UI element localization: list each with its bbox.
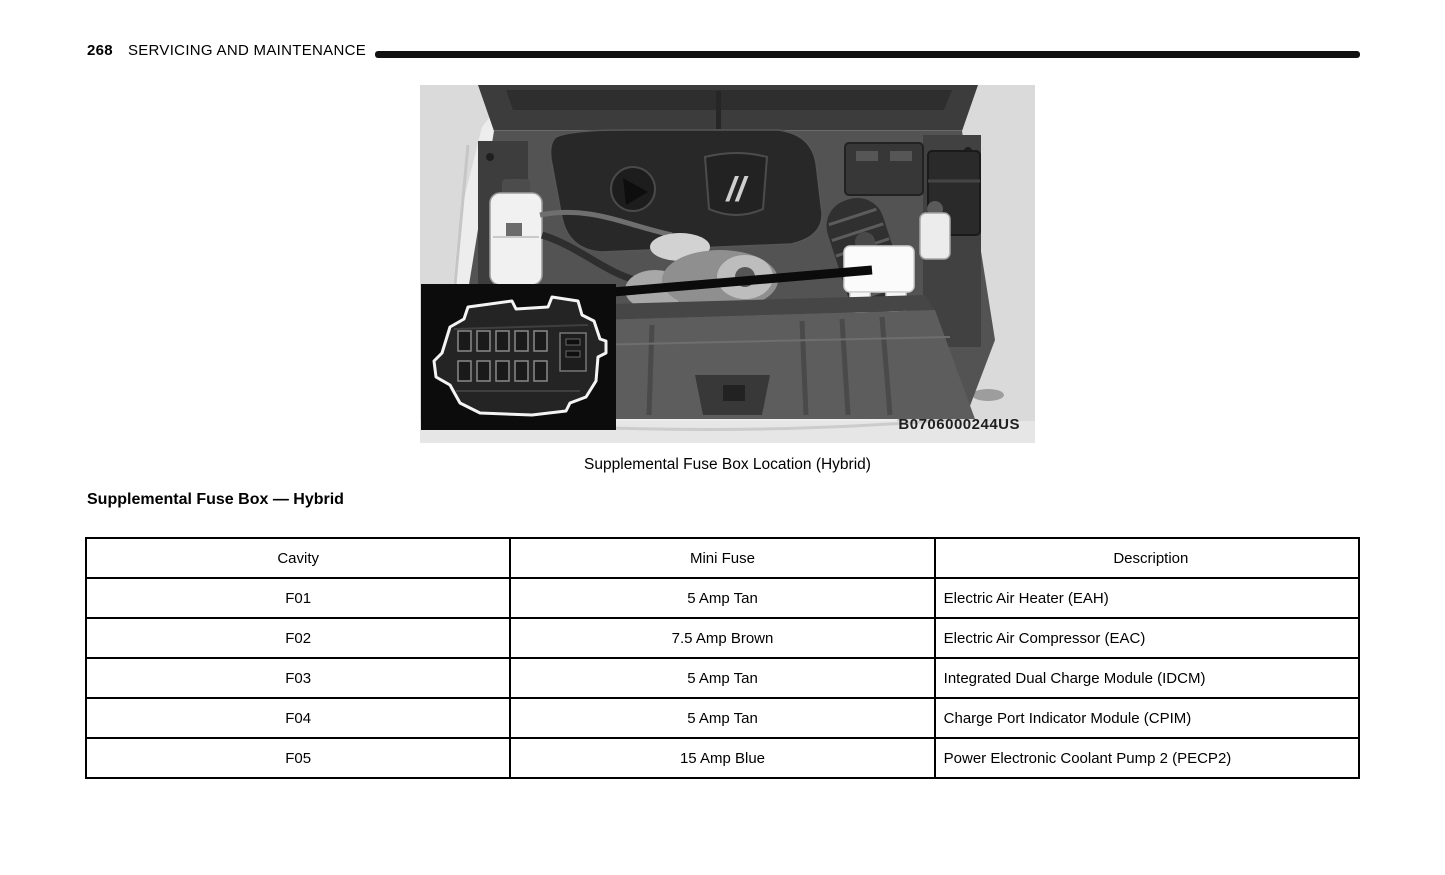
col-header-mini-fuse: Mini Fuse (510, 538, 934, 578)
header-rule (375, 51, 1360, 58)
chapter-title: SERVICING AND MAINTENANCE (127, 42, 367, 59)
fuse-row-f03 (86, 658, 1359, 698)
fuse-cavity-cell: F01 (86, 578, 510, 618)
page-number: 268 (87, 42, 113, 59)
running-header (87, 42, 366, 59)
fuse-rating-cell: 5 Amp Tan (510, 698, 934, 738)
engine-bay-photo (420, 85, 1035, 443)
fuse-row-f05 (86, 738, 1359, 778)
fuse-description-cell: Charge Port Indicator Module (CPIM) (935, 698, 1359, 738)
fuse-row-f02 (86, 618, 1359, 658)
col-header-cavity: Cavity (86, 538, 510, 578)
coolant-reservoir (490, 179, 542, 285)
fuse-cavity-cell: F03 (86, 658, 510, 698)
fuse-rating-cell: 7.5 Amp Brown (510, 618, 934, 658)
figure-watermark: B0706000244US (898, 416, 1020, 433)
supplemental-fuse-table (85, 537, 1360, 779)
fuse-description-cell: Integrated Dual Charge Module (IDCM) (935, 658, 1359, 698)
fuse-row-f04 (86, 698, 1359, 738)
fuse-cavity-cell: F05 (86, 738, 510, 778)
fuse-description-cell: Power Electronic Coolant Pump 2 (PECP2) (935, 738, 1359, 778)
figure-caption: Supplemental Fuse Box Location (Hybrid) (584, 456, 871, 473)
fuse-description-cell: Electric Air Heater (EAH) (935, 578, 1359, 618)
cowl-panel (478, 85, 978, 131)
fuse-rating-cell: 5 Amp Tan (510, 578, 934, 618)
col-header-description: Description (935, 538, 1359, 578)
figure-engine-bay (420, 85, 1035, 443)
fuse-rating-cell: 15 Amp Blue (510, 738, 934, 778)
fuse-rating-cell: 5 Amp Tan (510, 658, 934, 698)
fuse-row-f01 (86, 578, 1359, 618)
table-header-row (86, 538, 1359, 578)
fuse-cavity-cell: F04 (86, 698, 510, 738)
fuse-box-inset (421, 284, 616, 430)
fuse-cavity-cell: F02 (86, 618, 510, 658)
fuse-description-cell: Electric Air Compressor (EAC) (935, 618, 1359, 658)
dodge-logo-icon: // (726, 171, 746, 209)
section-heading: Supplemental Fuse Box — Hybrid (87, 491, 344, 508)
